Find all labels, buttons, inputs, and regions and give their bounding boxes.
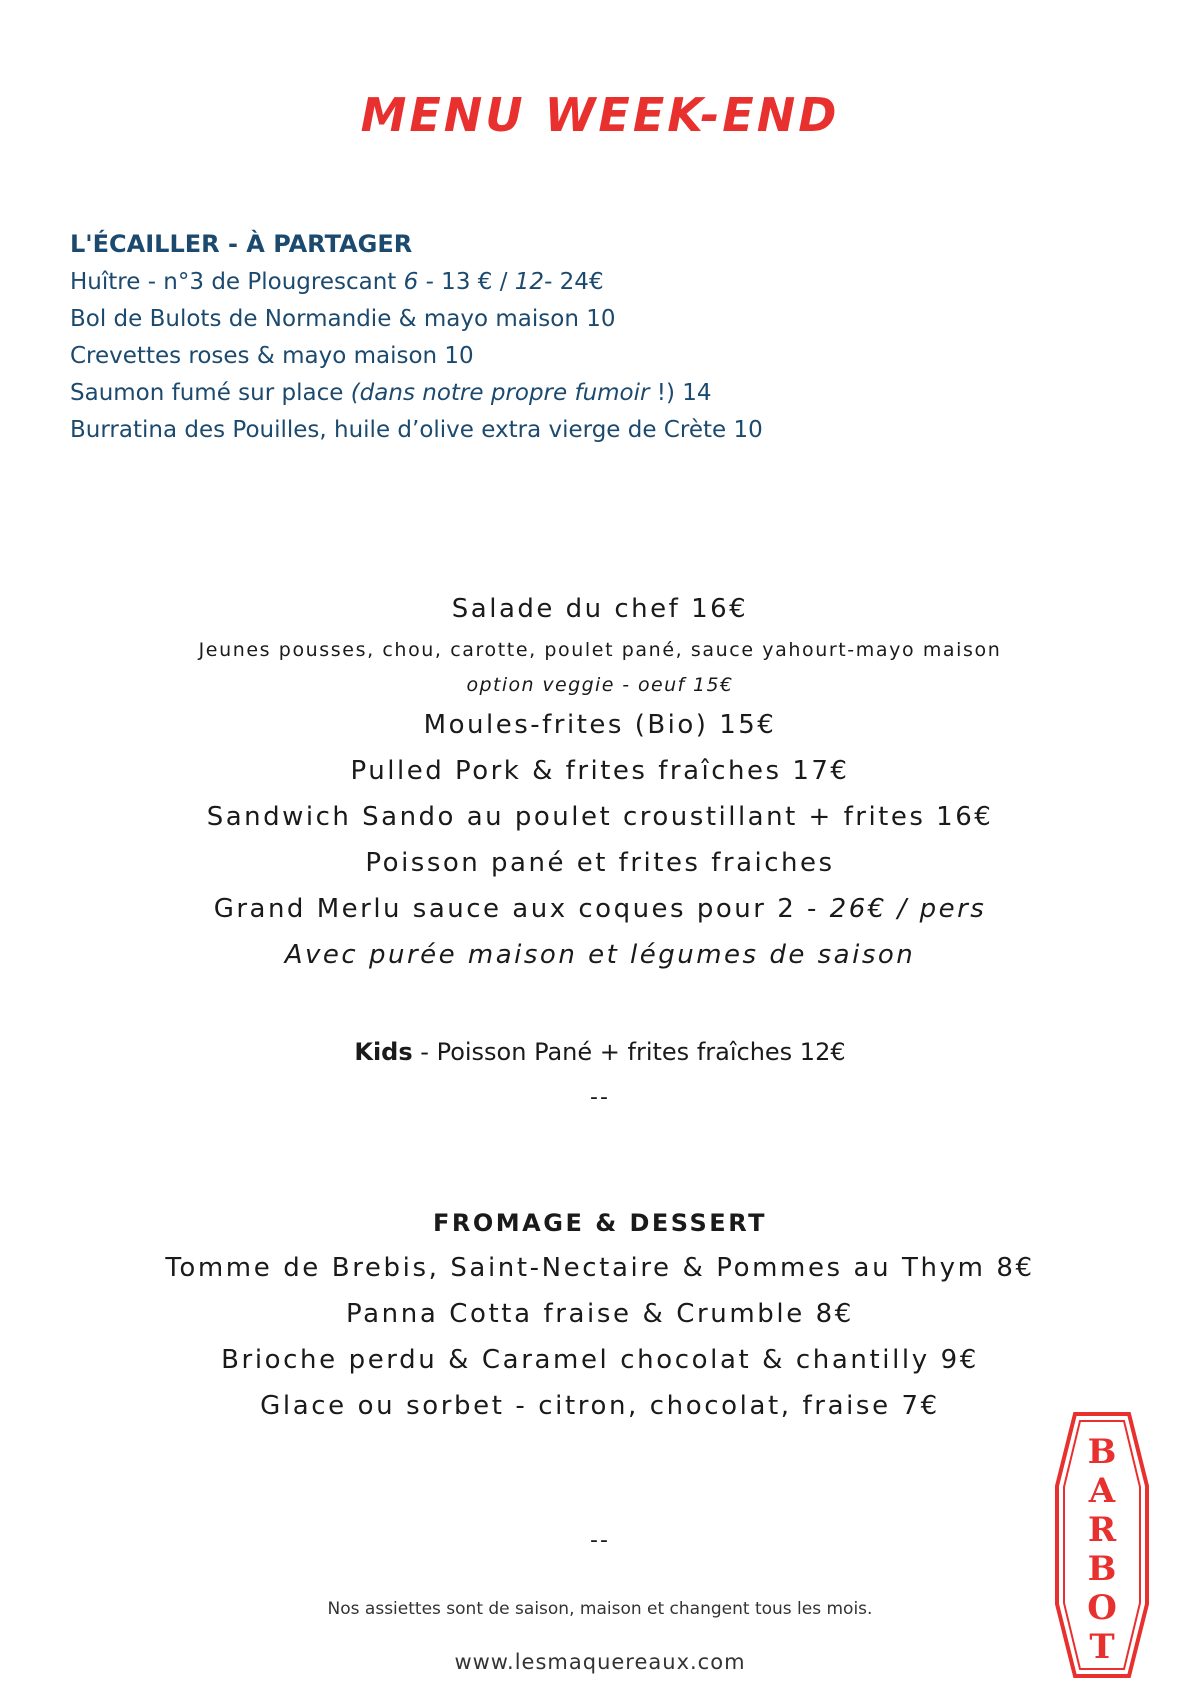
logo-letter: R <box>1087 1510 1117 1550</box>
item-price-italic: 12 <box>514 269 545 295</box>
menu-item-merlu <box>0 886 1200 932</box>
item-price-italic: 26€ / pers <box>829 894 987 924</box>
item-text: - 13 € / <box>418 269 515 295</box>
dessert-item: Tomme de Brebis, Saint-Nectaire & Pommes au Thym 8€ <box>165 1253 1035 1283</box>
item-text: Saumon fumé sur place <box>70 380 351 406</box>
barbot-logo <box>1053 1410 1151 1680</box>
kids-menu <box>0 1038 1200 1066</box>
menu-item-sandwich: Sandwich Sando au poulet croustillant + frites 16€ <box>206 802 994 832</box>
section-separator: -- <box>590 1085 610 1110</box>
item-text: Huître - n°3 de Plougrescant <box>70 269 404 295</box>
menu-item-bulots: Bol de Bulots de Normandie & mayo maison 10 <box>70 306 616 332</box>
menu-item-saumon <box>70 375 763 412</box>
item-text: Grand Merlu sauce aux coques pour 2 - <box>213 894 830 924</box>
footer-note: Nos assiettes sont de saison, maison et changent tous les mois. <box>327 1599 873 1619</box>
item-price: - 24€ <box>544 269 604 295</box>
menu-item-salade: Salade du chef 16€ <box>451 594 749 624</box>
logo-letter: O <box>1087 1588 1117 1628</box>
logo-letter: B <box>1087 1549 1117 1589</box>
logo-letter: A <box>1088 1471 1116 1511</box>
logo-letter: B <box>1087 1432 1117 1472</box>
footer-separator: -- <box>590 1528 610 1553</box>
mains-section <box>0 586 1200 978</box>
ecailler-heading: L'ÉCAILLER - À PARTAGER <box>70 230 413 258</box>
ecailler-section <box>70 230 763 449</box>
fromage-dessert-list <box>0 1245 1200 1429</box>
menu-item-moules: Moules-frites (Bio) 15€ <box>423 710 777 740</box>
salade-veggie-option: option veggie - oeuf 15€ <box>466 674 734 696</box>
dessert-item: Brioche perdu & Caramel chocolat & chantilly 9€ <box>221 1345 979 1375</box>
dessert-item: Glace ou sorbet - citron, chocolat, fraise 7€ <box>260 1391 940 1421</box>
merlu-description: Avec purée maison et légumes de saison <box>284 940 916 970</box>
menu-item-huitre <box>70 264 763 301</box>
item-note-italic: (dans notre propre fumoir <box>350 380 657 406</box>
menu-item-pulled-pork: Pulled Pork & frites fraîches 17€ <box>350 756 850 786</box>
menu-item-crevettes: Crevettes roses & mayo maison 10 <box>70 343 474 369</box>
menu-item-burratina: Burratina des Pouilles, huile d’olive extra vierge de Crète 10 <box>70 417 763 443</box>
kids-text: - Poisson Pané + frites fraîches 12€ <box>412 1038 846 1066</box>
menu-title: MENU WEEK-END <box>360 88 840 142</box>
website-url: www.lesmaquereaux.com <box>454 1650 746 1674</box>
item-price: !) 14 <box>656 380 712 406</box>
dessert-item: Panna Cotta fraise & Crumble 8€ <box>346 1299 854 1329</box>
salade-description: Jeunes pousses, chou, carotte, poulet pané, sauce yahourt-mayo maison <box>198 639 1002 661</box>
item-price-italic: 6 <box>403 269 419 295</box>
menu-item-poisson: Poisson pané et frites fraiches <box>365 848 835 878</box>
logo-letter: T <box>1089 1627 1115 1667</box>
kids-label: Kids <box>354 1038 413 1066</box>
fromage-dessert-heading: FROMAGE & DESSERT <box>433 1209 767 1237</box>
